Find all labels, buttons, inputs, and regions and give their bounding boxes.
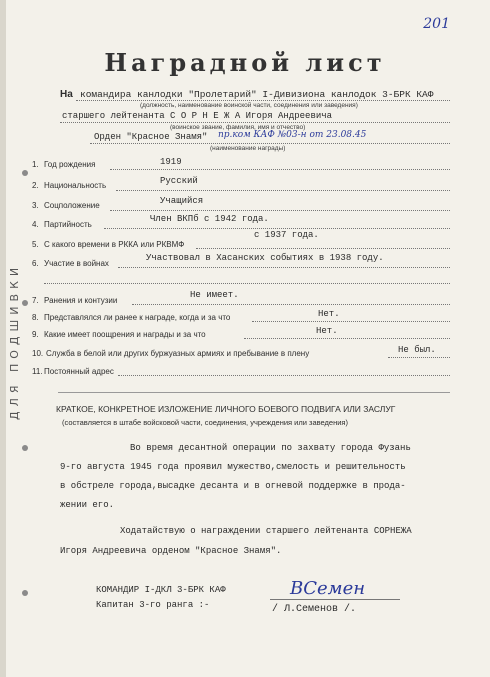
header-award: Орден "Красное Знамя" — [94, 132, 208, 142]
page-number: 201 — [423, 16, 450, 32]
header-na: На — [60, 89, 73, 100]
field-value-service-since: с 1937 года. — [254, 230, 319, 240]
section-subheading: (составляется в штабе войсковой части, соединения, учреждения или заведения) — [62, 418, 348, 427]
field-value-honors: Нет. — [316, 326, 338, 336]
field-num: 1. — [32, 160, 39, 169]
field-value-wounds: Не имеет. — [190, 290, 239, 300]
signature-line — [270, 599, 400, 600]
binding-hole — [22, 590, 28, 596]
field-num: 5. — [32, 240, 39, 249]
underline — [110, 210, 450, 211]
signature-rank: Капитан 3-го ранга :- — [96, 600, 210, 610]
field-label-white-army: Служба в белой или других буржуазных армиях и пребывание в плену — [46, 349, 310, 358]
field-num: 7. — [32, 296, 39, 305]
field-num: 10. — [32, 349, 44, 358]
field-num: 3. — [32, 201, 39, 210]
field-label-wounds: Ранения и контузии — [44, 296, 118, 305]
header-award-note: пр.ком КАФ №03-н от 23.08.45 — [218, 130, 367, 140]
petition-line: Ходатайствую о награждении старшего лейтенанта СОРНЕЖА — [120, 526, 412, 536]
underline — [116, 190, 450, 191]
feat-line: Во время десантной операции по захвату города Фузань — [130, 443, 411, 453]
field-value-birth-year: 1919 — [160, 157, 182, 167]
field-value-wars: Участвовал в Хасанских событиях в 1938 году. — [146, 253, 384, 263]
binding-hole — [22, 170, 28, 176]
field-label-social: Соцположение — [44, 201, 100, 210]
underline — [60, 122, 450, 123]
underline — [132, 304, 450, 305]
underline — [104, 228, 450, 229]
header-rank-name: старшего лейтенанта С О Р Н Е Ж А Игоря Андреевича — [62, 111, 333, 121]
field-value-prior-award: Нет. — [318, 309, 340, 319]
field-label-service-since: С какого времени в РККА или РКВМФ — [44, 240, 185, 249]
field-label-prior-award: Представлялся ли ранее к награде, когда и за что — [44, 313, 231, 322]
underline — [110, 169, 450, 170]
field-label-birth-year: Год рождения — [44, 160, 96, 169]
field-label-party: Партийность — [44, 220, 92, 229]
field-value-white-army: Не был. — [398, 345, 436, 355]
field-num: 4. — [32, 220, 39, 229]
field-label-nationality: Национальность — [44, 181, 107, 190]
header-unit-caption: (должность, наименование воинской части, соединения или заведения) — [140, 102, 358, 109]
underline — [90, 143, 450, 144]
field-num: 2. — [32, 181, 39, 190]
feat-line: 9-го августа 1945 года проявил мужество,смелость и решительность — [60, 462, 406, 472]
underline — [244, 338, 450, 339]
underline — [388, 357, 450, 358]
underline — [44, 283, 450, 284]
section-divider — [58, 392, 450, 393]
underline — [196, 248, 450, 249]
handwritten-signature: ВСемен — [290, 578, 366, 599]
header-award-caption: (наименование награды) — [210, 145, 286, 152]
field-label-wars: Участие в войнах — [44, 259, 109, 268]
underline — [76, 100, 450, 101]
underline — [118, 375, 450, 376]
header-unit: командира канлодки "Пролетарий" I-Дивизиона канлодок 3-БРК КАФ — [80, 89, 434, 100]
field-label-address: Постоянный адрес — [44, 367, 114, 376]
petition-line: Игоря Андреевича орденом "Красное Знамя". — [60, 546, 282, 556]
binding-hole — [22, 445, 28, 451]
field-value-nationality: Русский — [160, 176, 198, 186]
underline — [252, 321, 450, 322]
field-num: 9. — [32, 330, 39, 339]
binding-hole — [22, 300, 28, 306]
underline — [118, 267, 450, 268]
field-num: 11. — [32, 367, 43, 376]
section-heading: КРАТКОЕ, КОНКРЕТНОЕ ИЗЛОЖЕНИЕ ЛИЧНОГО БОЕВОГО ПОДВИГА ИЛИ ЗАСЛУГ — [56, 404, 396, 414]
header-rank-caption: (воинское звание, фамилия, имя и отчество) — [170, 124, 306, 131]
feat-line: жении его. — [60, 500, 115, 510]
field-value-party: Член ВКПб с 1942 года. — [150, 214, 269, 224]
signature-title: КОМАНДИР I-ДКЛ 3-БРК КАФ — [96, 585, 226, 595]
binding-margin-label: ДЛЯ ПОДШИВКИ — [8, 262, 21, 420]
field-value-social: Учащийся — [160, 196, 204, 206]
document-title: Наградной лист — [104, 48, 386, 77]
field-num: 6. — [32, 259, 39, 268]
feat-line: в обстреле города,высадке десанта и в огневой поддержке в прода- — [60, 481, 406, 491]
signatory-name: / Л.Семенов /. — [272, 604, 357, 615]
field-num: 8. — [32, 313, 39, 322]
field-label-honors: Какие имеет поощрения и награды и за что — [44, 330, 206, 339]
